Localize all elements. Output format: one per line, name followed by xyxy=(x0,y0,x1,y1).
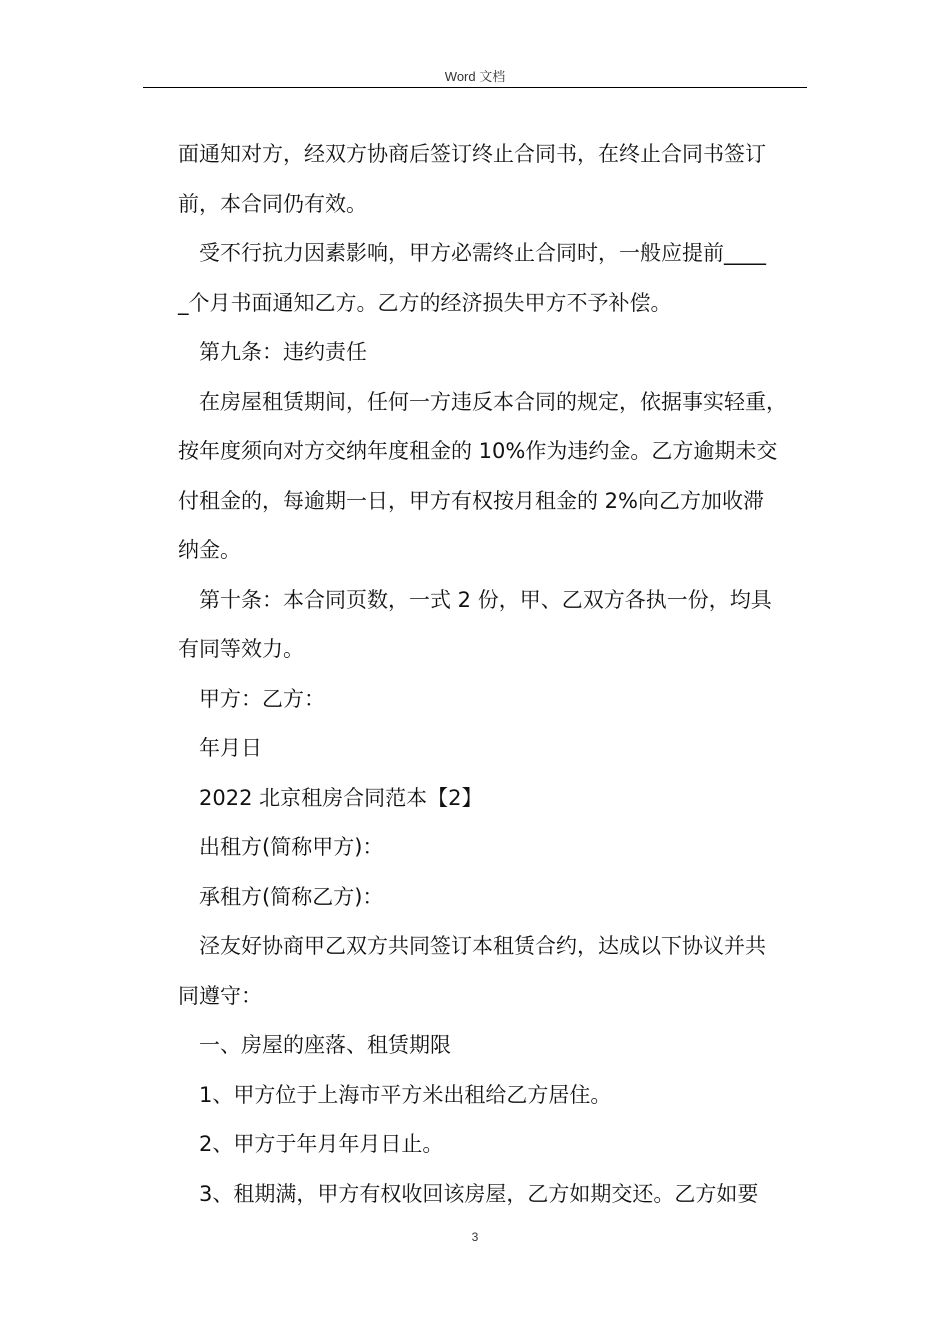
text-line: 纳金。 xyxy=(178,538,241,562)
text-line: 同遵守： xyxy=(178,983,262,1008)
text-line: 面通知对方，经双方协商后签订终止合同书，在终止合同书签订 xyxy=(178,142,766,166)
clause-item: 3、租期满，甲方有权收回该房屋，乙方如期交还。乙方如要 xyxy=(199,1181,759,1206)
clause-item: 2、甲方于年月年月日止。 xyxy=(199,1132,444,1156)
header-divider xyxy=(143,87,807,88)
paragraph-line: 在房屋租赁期间，任何一方违反本合同的规定，依据事实轻重， xyxy=(199,389,787,414)
party-line: 承租方(简称乙方)： xyxy=(199,884,384,909)
clause-item: 1、甲方位于上海市平方米出租给乙方居住。 xyxy=(199,1082,612,1107)
text-line: 按年度须向对方交纳年度租金的 10%作为违约金。乙方逾期未交 xyxy=(178,439,778,463)
section-title: 2022 北京租房合同范本【2】 xyxy=(199,785,483,810)
paragraph-line: 第十条：本合同页数，一式 2 份，甲、乙双方各执一份，均具 xyxy=(199,587,772,612)
paragraph-line: 受不行抗力因素影响，甲方必需终止合同时，一般应提前____ xyxy=(199,241,766,265)
document-body xyxy=(178,130,828,1219)
clause-heading: 一、房屋的座落、租赁期限 xyxy=(199,1033,451,1057)
text-line: 有同等效力。 xyxy=(178,637,304,661)
party-line: 出租方(简称甲方)： xyxy=(199,835,384,859)
article-heading: 第九条：违约责任 xyxy=(199,340,367,364)
signature-line: 甲方：乙方： xyxy=(199,686,325,711)
page-number: 3 xyxy=(471,1230,479,1244)
text-line: _个月书面通知乙方。乙方的经济损失甲方不予补偿。 xyxy=(178,290,672,315)
text-line: 付租金的，每逾期一日，甲方有权按月租金的 2%向乙方加收滞 xyxy=(178,488,764,513)
text-line: 前，本合同仍有效。 xyxy=(178,191,367,216)
date-line: 年月日 xyxy=(199,736,262,760)
paragraph-line: 泾友好协商甲乙双方共同签订本租赁合约，达成以下协议并共 xyxy=(199,934,766,958)
page-header: Word 文档 xyxy=(444,69,506,84)
